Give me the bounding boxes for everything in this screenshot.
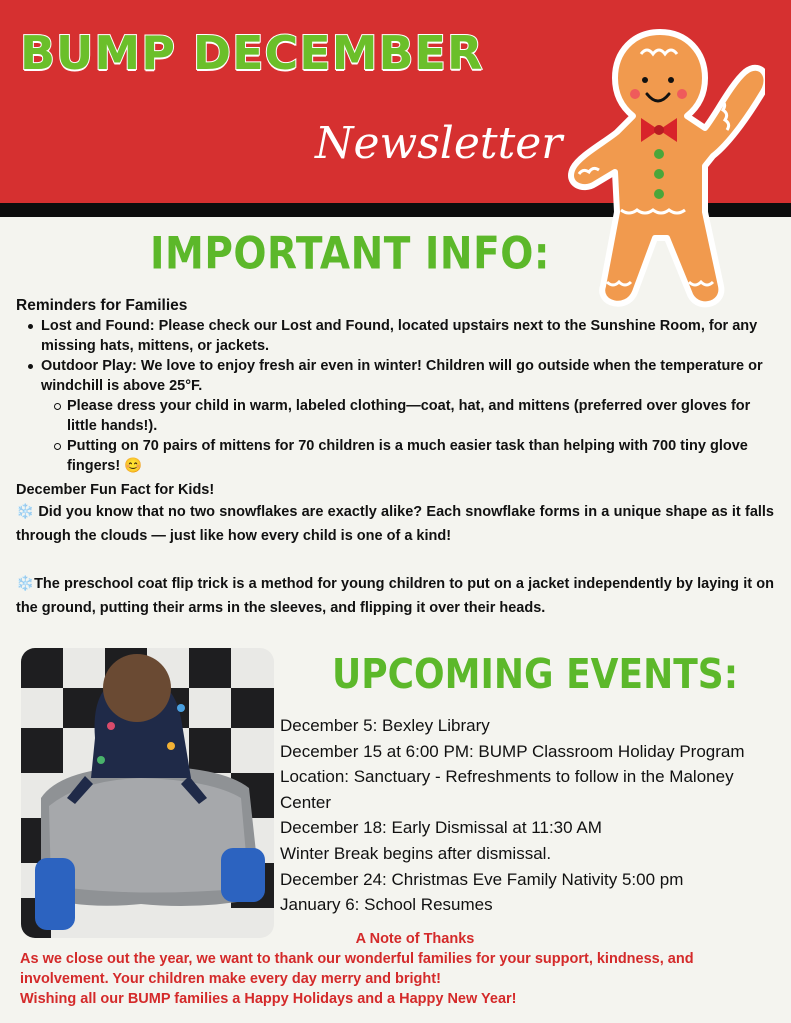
list-item: Putting on 70 pairs of mittens for 70 children is a much easier task than helping with 700 tiny glove fingers! 😊 — [16, 436, 774, 476]
event-line: December 24: Christmas Eve Family Nativity 5:00 pm — [280, 869, 684, 889]
reminders-title: Reminders for Families — [16, 297, 188, 314]
reminders-section — [16, 296, 774, 620]
list-item: Please dress your child in warm, labeled clothing—coat, hat, and mittens (preferred over gloves for little hands!). — [16, 396, 774, 436]
snowflake-icon: ❄️ — [16, 504, 35, 520]
newsletter-subtitle: Newsletter — [315, 118, 563, 169]
list-item-text: Outdoor Play: We love to enjoy fresh air even in winter! Children will go outside when the temperature or windchill is above 25°F. — [41, 358, 763, 394]
fun-fact-paragraph — [16, 500, 774, 548]
event-line: Winter Break begins after dismissal. — [280, 843, 552, 863]
event-line: January 6: School Resumes — [280, 895, 493, 915]
list-item: Lost and Found: Please check our Lost and Found, located upstairs next to the Sunshine Room, for any missing hats, mittens, or jackets. — [16, 316, 774, 356]
thanks-closing: Wishing all our BUMP families a Happy Holidays and a Happy New Year! — [20, 991, 517, 1007]
event-line: December 18: Early Dismissal at 11:30 AM — [280, 818, 602, 838]
event-line: Location: Sanctuary - Refreshments to follow in the Maloney Center — [280, 767, 734, 812]
thanks-body: As we close out the year, we want to thank our wonderful families for your support, kindness, and involvement. Your children make every day merry and bright! — [20, 951, 694, 987]
coat-flip-text: The preschool coat flip trick is a method for young children to put on a jacket independently by laying it on the ground, putting their arms in the sleeves, and flipping it over their heads. — [16, 576, 774, 616]
event-line: December 5: Bexley Library — [280, 716, 490, 735]
fun-fact-title: December Fun Fact for Kids! — [16, 482, 215, 498]
coat-flip-photo — [21, 648, 274, 938]
thanks-title: A Note of Thanks — [355, 931, 475, 947]
event-line: December 15 at 6:00 PM: BUMP Classroom Holiday Program — [280, 741, 745, 761]
snowflake-icon: ❄️ — [16, 576, 35, 592]
events-list — [280, 713, 780, 918]
newsletter-title: BUMP DECEMBER — [20, 26, 484, 80]
reminders-sublist — [16, 396, 774, 476]
reminders-list — [16, 316, 774, 476]
fun-fact-text: Did you know that no two snowflakes are exactly alike? Each snowflake forms in a unique shape as it falls through the clouds — just like how every child is one of a kind! — [16, 504, 774, 544]
upcoming-events-heading: UPCOMING EVENTS: — [332, 651, 739, 699]
list-item — [16, 356, 774, 476]
important-info-heading: IMPORTANT INFO: — [150, 228, 550, 280]
thanks-section — [20, 929, 780, 1009]
gingerbread-man-icon — [555, 24, 765, 314]
coat-flip-paragraph — [16, 572, 774, 620]
